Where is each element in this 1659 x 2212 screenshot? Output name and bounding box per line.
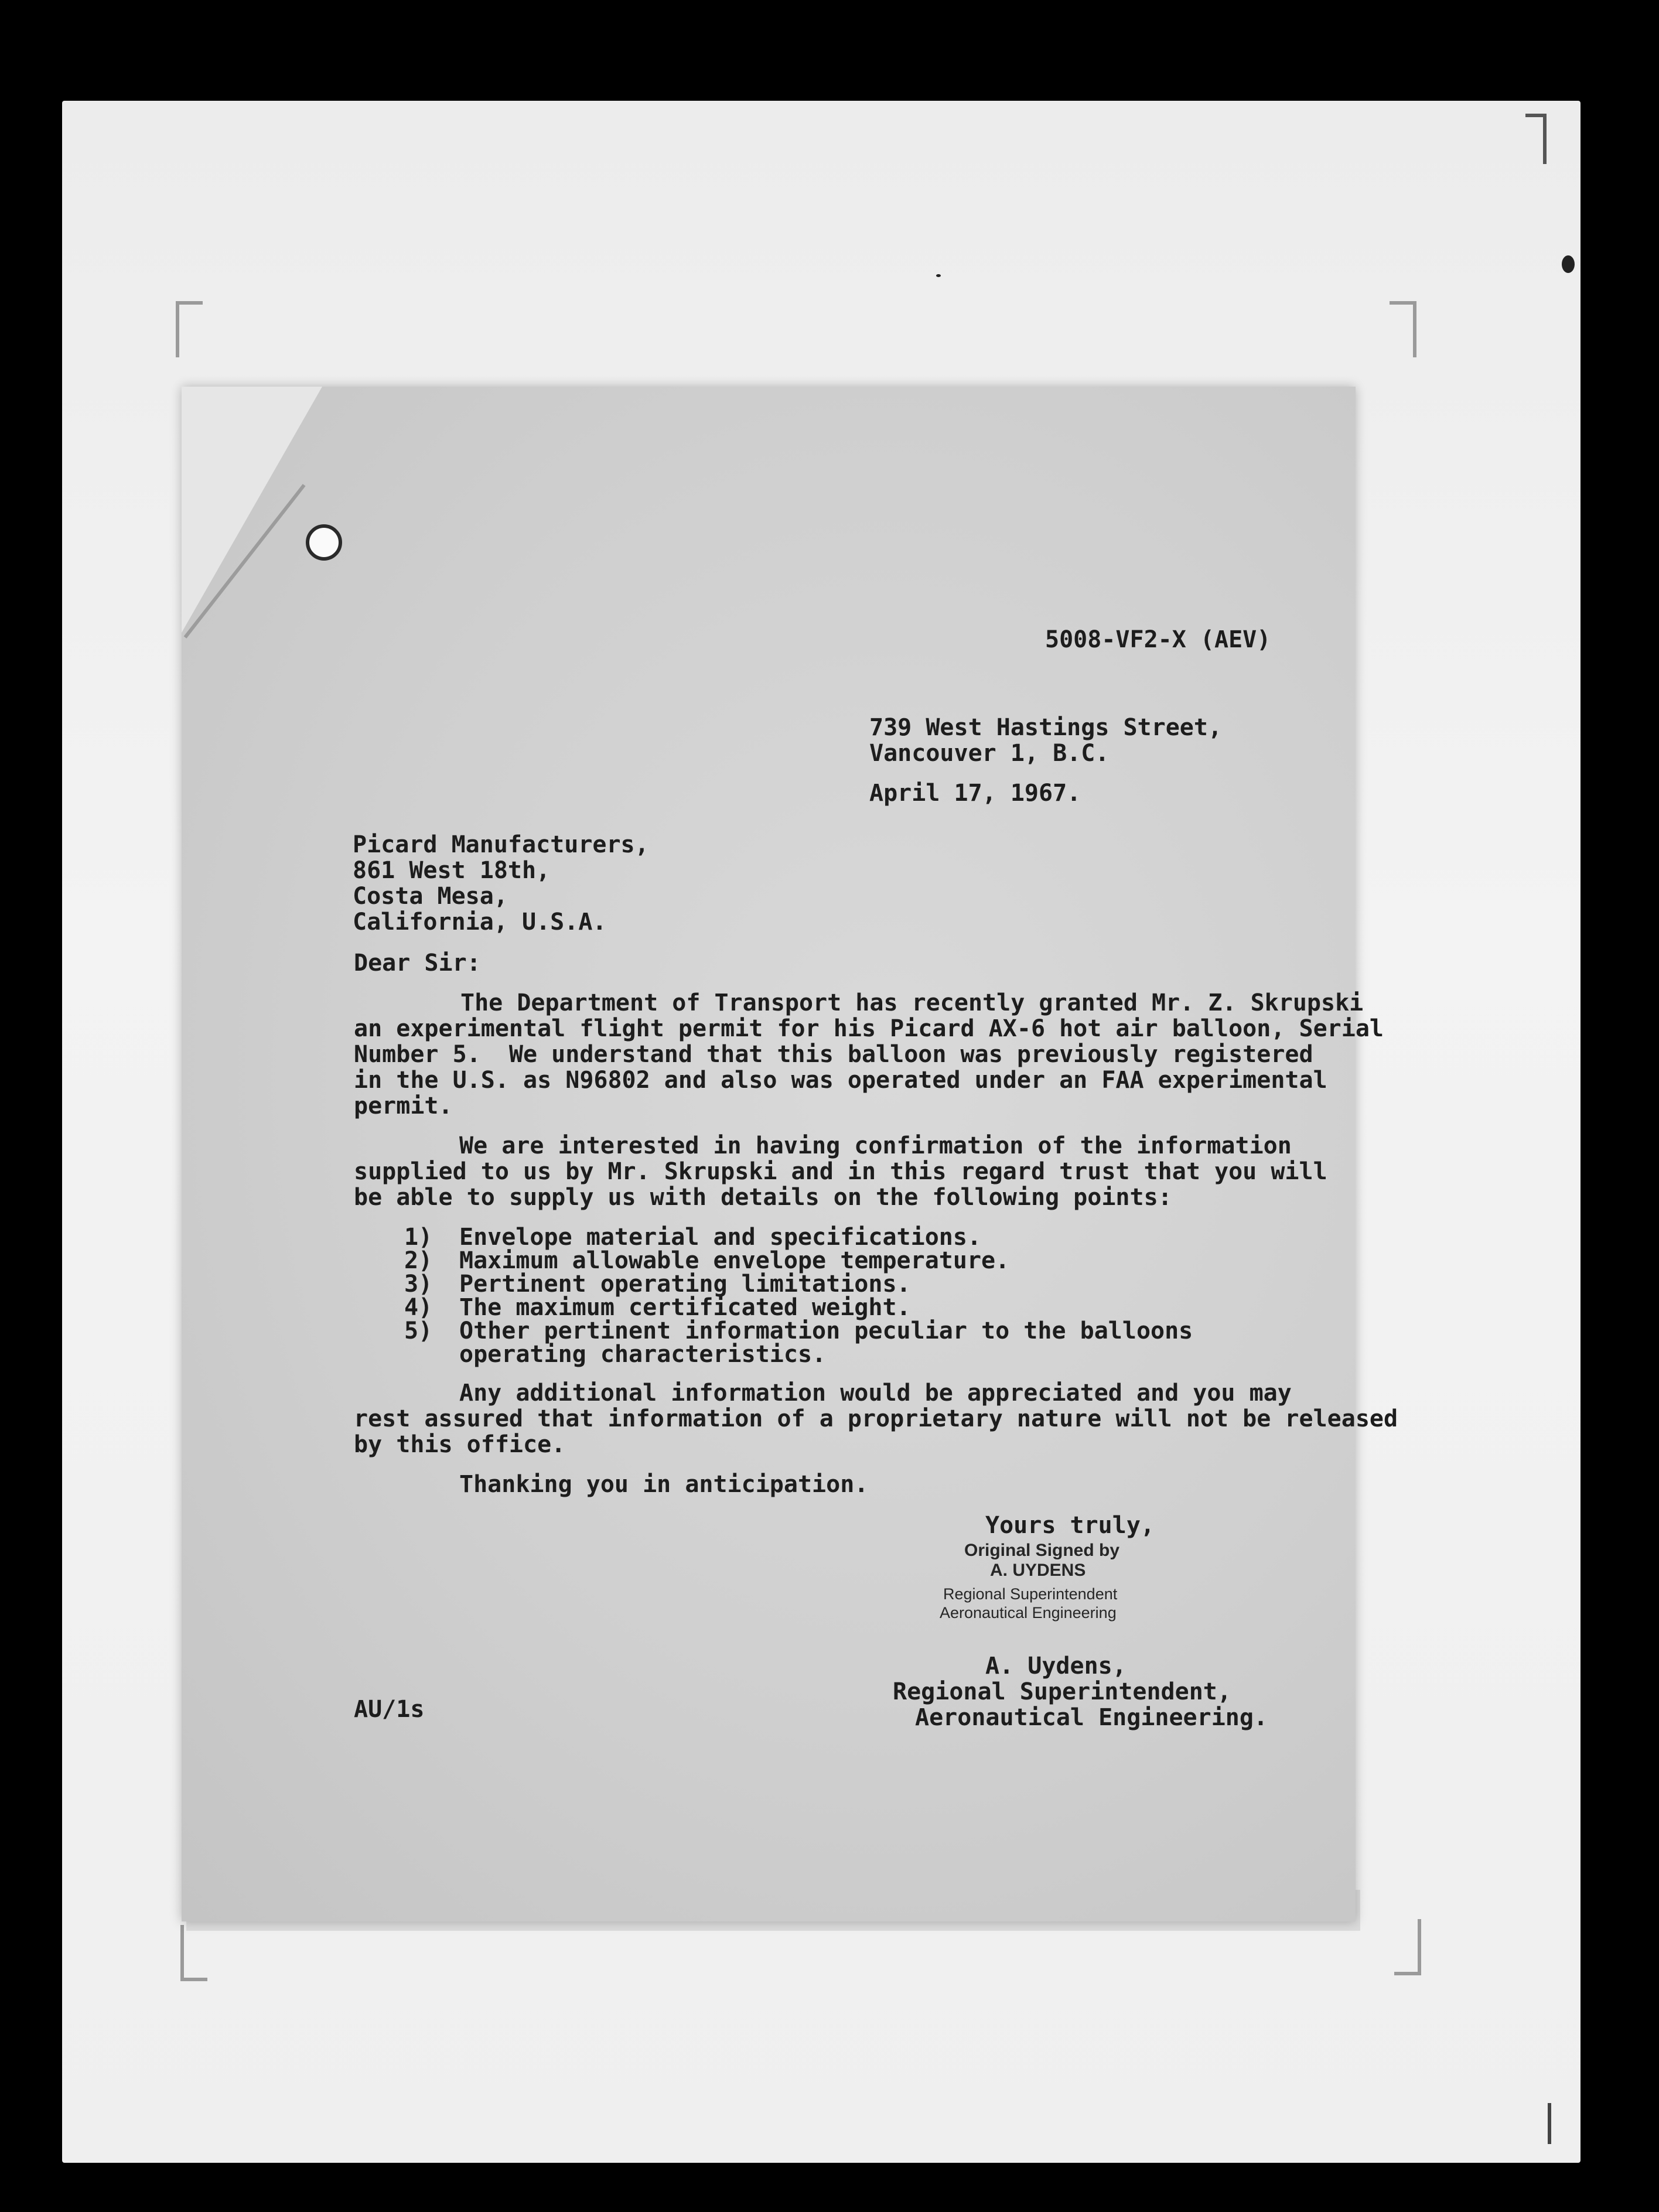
recipient-line: Picard Manufacturers, xyxy=(353,831,649,858)
body-line: be able to supply us with details on the following points: xyxy=(354,1184,1172,1211)
closing: Yours truly, xyxy=(985,1512,1155,1539)
file-reference: 5008-VF2-X (AEV) xyxy=(1045,626,1271,653)
recipient-line: 861 West 18th, xyxy=(353,857,551,884)
letter-date: April 17, 1967. xyxy=(869,780,1081,807)
film-speck xyxy=(936,274,941,277)
signature-block-line: A. Uydens, xyxy=(985,1653,1127,1680)
body-line: Any additional information would be appreciated and you may xyxy=(459,1380,1292,1407)
punch-hole xyxy=(306,524,342,561)
crop-mark-outer-top-right xyxy=(1525,114,1547,164)
signature-stamp-line: Original Signed by xyxy=(964,1541,1120,1560)
signature-stamp-line: A. UYDENS xyxy=(990,1561,1086,1580)
salutation: Dear Sir: xyxy=(354,950,481,977)
signature-stamp-line: Aeronautical Engineering xyxy=(940,1604,1117,1622)
list-item: Pertinent operating limitations. xyxy=(459,1271,911,1298)
body-line: by this office. xyxy=(354,1431,566,1458)
recipient-line: Costa Mesa, xyxy=(353,883,508,910)
folded-corner xyxy=(182,387,322,633)
crop-mark-bottom-right xyxy=(1394,1919,1421,1975)
recipient-line: California, U.S.A. xyxy=(353,909,607,936)
signature-stamp-line: Regional Superintendent xyxy=(943,1585,1118,1603)
list-item: Maximum allowable envelope temperature. xyxy=(459,1247,1010,1274)
body-line: rest assured that information of a proprietary nature will not be released xyxy=(354,1405,1398,1432)
list-item: Other pertinent information peculiar to the balloons xyxy=(459,1317,1193,1344)
typist-initials: AU/1s xyxy=(354,1696,425,1723)
body-line: We are interested in having confirmation of the information xyxy=(459,1132,1292,1159)
list-item-number: 3) xyxy=(404,1271,433,1298)
crop-mark-top-left xyxy=(176,301,203,357)
sender-address-line: Vancouver 1, B.C. xyxy=(869,740,1110,767)
body-line: Number 5. We understand that this balloon was previously registered xyxy=(354,1041,1313,1068)
body-line: Thanking you in anticipation. xyxy=(459,1471,869,1498)
list-item-number: 4) xyxy=(404,1294,433,1321)
body-line: in the U.S. as N96802 and also was operated under an FAA experimental xyxy=(354,1067,1327,1094)
list-item: Envelope material and specifications. xyxy=(459,1224,982,1251)
body-line: permit. xyxy=(354,1093,453,1119)
signature-block-line: Regional Superintendent, xyxy=(893,1678,1231,1705)
signature-block-line: Aeronautical Engineering. xyxy=(915,1704,1268,1731)
list-item-number: 5) xyxy=(404,1317,433,1344)
body-line: The Department of Transport has recently granted Mr. Z. Skrupski xyxy=(460,989,1364,1016)
crop-mark-bottom-left xyxy=(180,1925,207,1981)
body-line: an experimental flight permit for his Picard AX-6 hot air balloon, Serial xyxy=(354,1015,1384,1042)
body-line: supplied to us by Mr. Skrupski and in this regard trust that you will xyxy=(354,1158,1327,1185)
list-item: The maximum certificated weight. xyxy=(459,1294,911,1321)
crop-mark-top-right xyxy=(1390,301,1416,357)
list-item-number: 1) xyxy=(404,1224,433,1251)
list-item-number: 2) xyxy=(404,1247,433,1274)
crop-mark-outer-bottom-right xyxy=(1542,2103,1551,2144)
list-item-continuation: operating characteristics. xyxy=(459,1341,827,1368)
sender-address-line: 739 West Hastings Street, xyxy=(869,714,1223,741)
film-speck xyxy=(1562,255,1575,273)
